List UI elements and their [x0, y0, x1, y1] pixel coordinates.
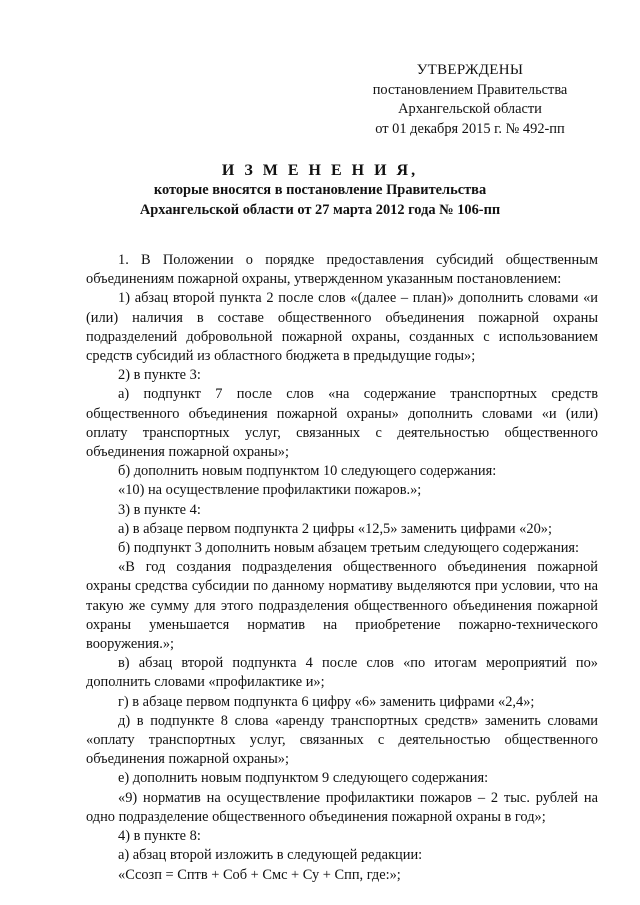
paragraph: «В год создания подразделения общественного объединения пожарной охраны средства субсидии по данному нормативу выделяются при условии, что на такую же сумму для этого подразделения общественного объединения пожарной охраны уменьшается норматив на приобретение пожарно-технического вооружения.»;: [86, 559, 598, 653]
paragraph: 3) в пункте 4:: [118, 501, 201, 518]
approval-line-1: постановлением Правительства: [372, 81, 568, 98]
paragraph: а) абзац второй изложить в следующей редакции:: [118, 847, 423, 864]
paragraph: 2) в пункте 3:: [118, 367, 201, 384]
paragraph: б) подпункт 3 дополнить новым абзацем третьим следующего содержания:: [118, 540, 580, 557]
approval-stamp: [354, 61, 586, 139]
approval-heading: УТВЕРЖДЕНЫ: [416, 62, 524, 78]
paragraph: 1. В Положении о порядке предоставления субсидий общественным объединениям пожарной охраны, утвержденном указанным постановлением:: [86, 252, 598, 288]
paragraph: «10) на осуществление профилактики пожаров.»;: [118, 482, 422, 499]
title-heading: И З М Е Н Е Н И Я,: [221, 162, 419, 179]
title-line-2: Архангельской области от 27 марта 2012 года № 106-пп: [139, 201, 501, 218]
paragraph: «9) норматив на осуществление профилактики пожаров – 2 тыс. рублей на одно подразделение общественного объединения пожарной охраны в год»;: [86, 789, 598, 825]
approval-line-2: Архангельской области: [398, 101, 542, 117]
paragraph: а) в абзаце первом подпункта 2 цифры «12,5» заменить цифрами «20»;: [118, 520, 552, 537]
paragraph: д) в подпункте 8 слова «аренду транспортных средств» заменить словами «оплату транспортных услуг, связанных с деятельностью общественного объединения пожарной охраны»;: [86, 712, 598, 768]
title-line-1: которые вносятся в постановление Правительства: [153, 182, 487, 198]
paragraph: б) дополнить новым подпунктом 10 следующего содержания:: [118, 463, 497, 480]
approval-line-3: от 01 декабря 2015 г. № 492-пп: [375, 120, 565, 137]
paragraph: 1) абзац второй пункта 2 после слов «(далее – план)» дополнить словами «и (или) наличия в составе общественного объединения пожарной охраны подразделений добровольной пожарной охраны, созданных с использованием средств субсидий из областного бюджета в предыдущие годы»;: [86, 290, 598, 365]
paragraph: а) подпункт 7 после слов «на содержание транспортных средств общественного объединения пожарной охраны» дополнить словами «и (или) оплату транспортных услуг, связанных с деятельностью общественного объединения пожарной охраны»;: [86, 386, 598, 461]
document-title: [100, 161, 540, 220]
paragraph: в) абзац второй подпункта 4 после слов «по итогам мероприятий по» дополнить словами «профилактике и»;: [86, 655, 598, 691]
paragraph: 4) в пункте 8:: [118, 828, 201, 845]
paragraph: е) дополнить новым подпунктом 9 следующего содержания:: [118, 770, 489, 787]
document-body: [86, 251, 598, 885]
paragraph: «Ссозп = Сптв + Соб + Смс + Су + Спп, где:»;: [118, 866, 401, 883]
paragraph: г) в абзаце первом подпункта 6 цифру «6» заменить цифрами «2,4»;: [118, 693, 535, 710]
